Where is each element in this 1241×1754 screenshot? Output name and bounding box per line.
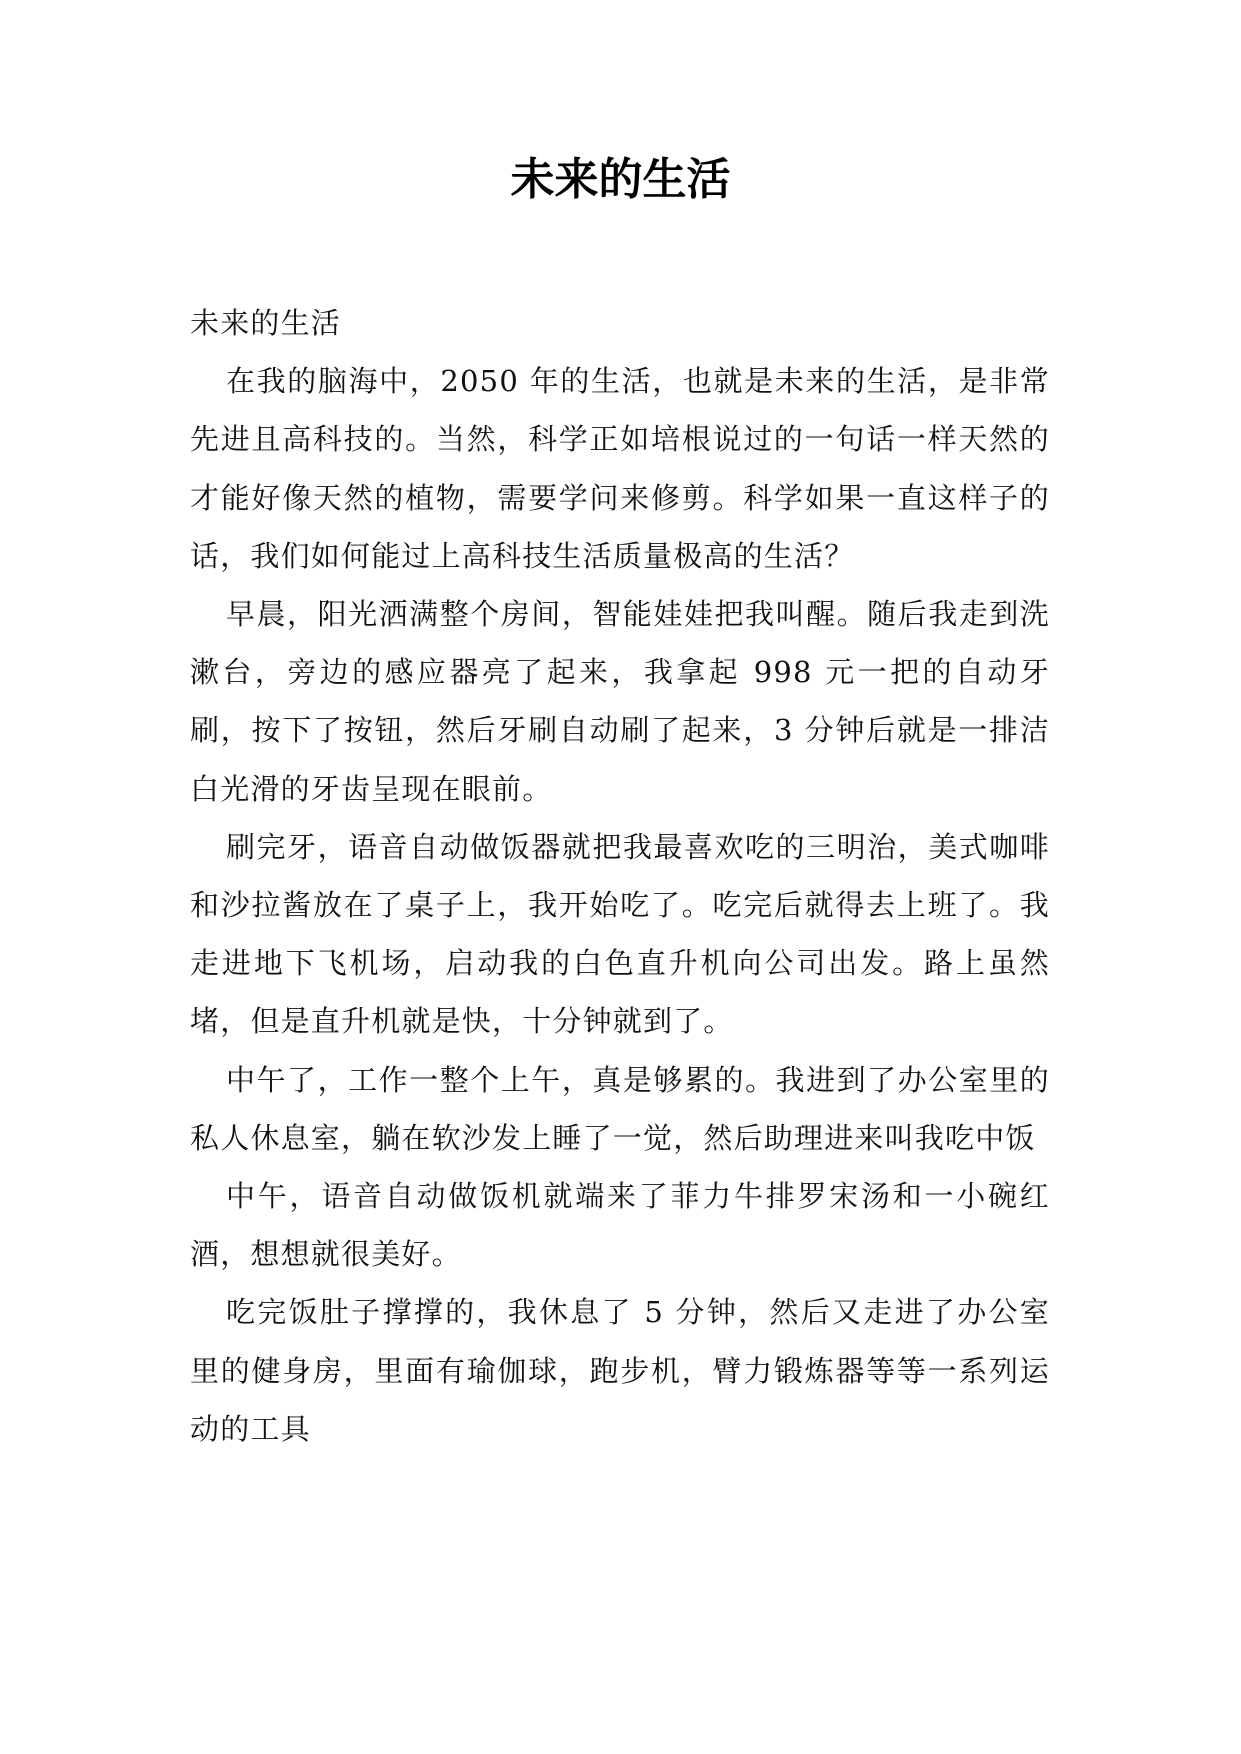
paragraph: 早晨，阳光洒满整个房间，智能娃娃把我叫醒。随后我走到洗漱台，旁边的感应器亮了起来，我拿起 998 元一把的自动牙刷，按下了按钮，然后牙刷自动刷了起来，3 分钟后就是一排洁白光滑的牙齿呈现在眼前。 bbox=[190, 597, 1050, 806]
paragraph: 吃完饭肚子撑撑的，我休息了 5 分钟，然后又走进了办公室里的健身房，里面有瑜伽球，跑步机，臂力锻炼器等等一系列运动的工具 bbox=[190, 1295, 1050, 1446]
paragraph: 刷完牙，语音自动做饭器就把我最喜欢吃的三明治，美式咖啡和沙拉酱放在了桌子上，我开始吃了。吃完后就得去上班了。我走进地下飞机场，启动我的白色直升机向公司出发。路上虽然堵，但是直升机就是快，十分钟就到了。 bbox=[190, 829, 1050, 1039]
paragraph: 在我的脑海中，2050 年的生活，也就是未来的生活，是非常先进且高科技的。当然，科学正如培根说过的一句话一样天然的才能好像天然的植物，需要学问来修剪。科学如果一直这样子的话，我们如何能过上高科技生活质量极高的生活？ bbox=[190, 364, 1050, 573]
paragraph: 中午，语音自动做饭机就端来了菲力牛排罗宋汤和一小碗红酒，想想就很美好。 bbox=[190, 1179, 1050, 1272]
document-title: 未来的生活 bbox=[510, 154, 731, 205]
document-subtitle: 未来的生活 bbox=[190, 306, 342, 340]
document-body bbox=[190, 294, 1050, 1458]
paragraph: 中午了，工作一整个上午，真是够累的。我进到了办公室里的私人休息室，躺在软沙发上睡了一觉，然后助理进来叫我吃中饭 bbox=[190, 1062, 1050, 1155]
